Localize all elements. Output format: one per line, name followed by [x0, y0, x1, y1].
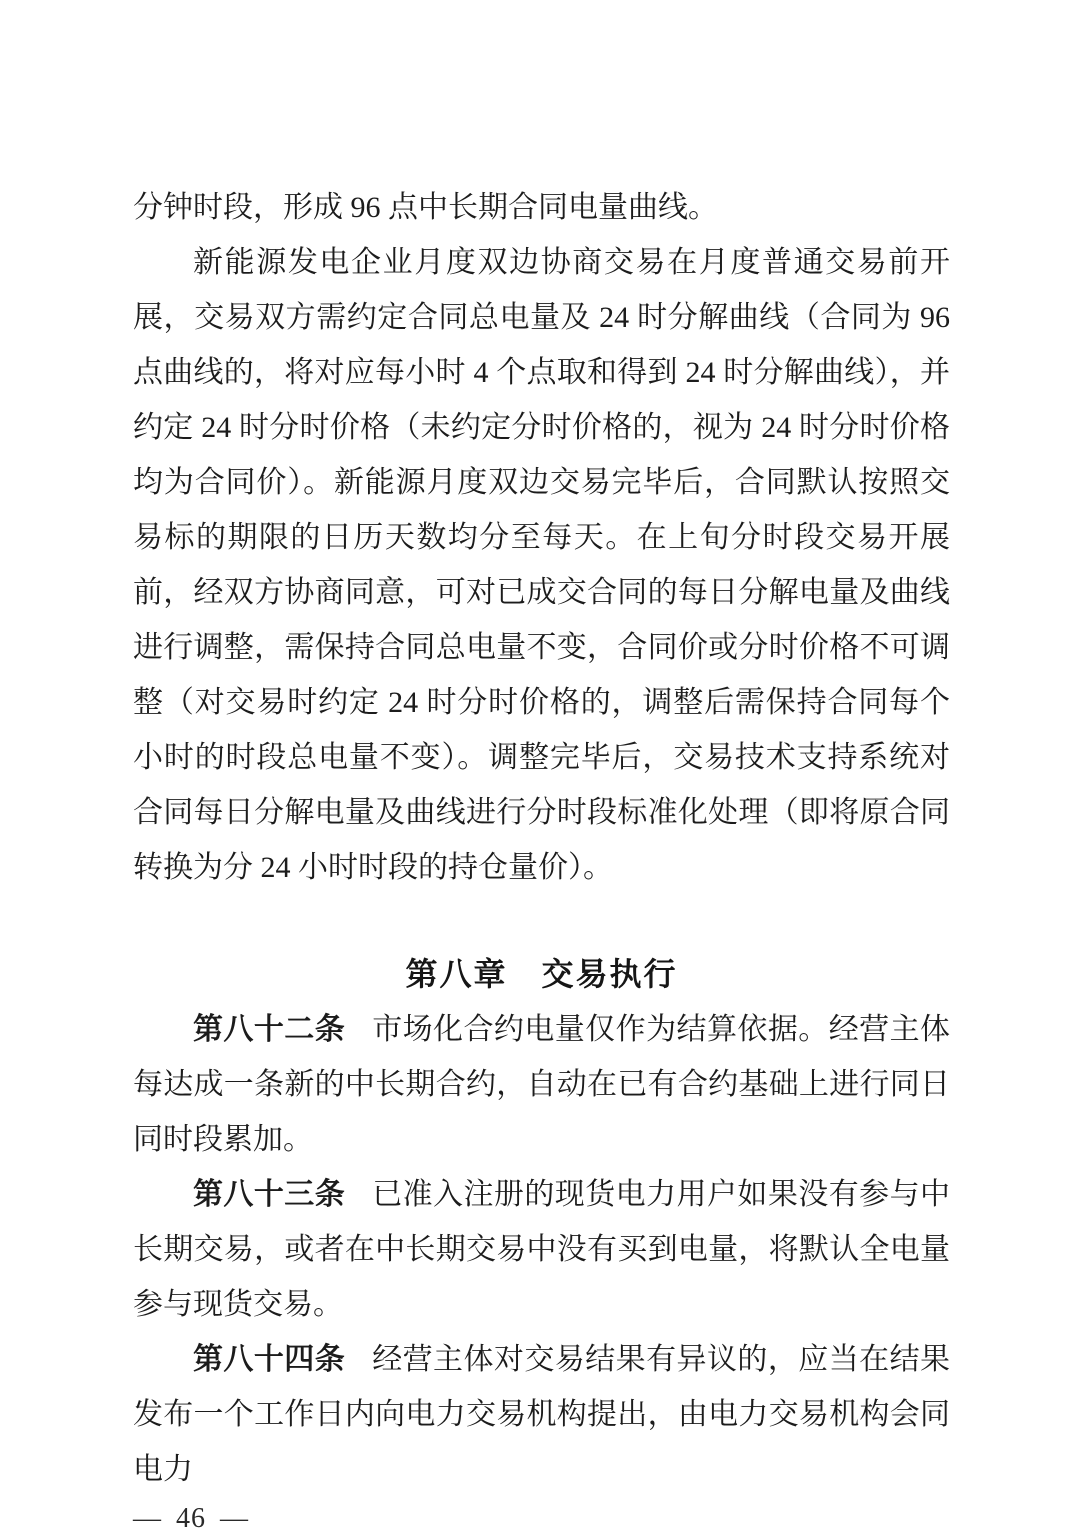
continuation-paragraph: 分钟时段，形成 96 点中长期合同电量曲线。	[133, 191, 718, 224]
article-83-label: 第八十三条	[193, 1178, 346, 1211]
footer-dash-right: —	[220, 1503, 249, 1534]
body-paragraph-new-energy: 新能源发电企业月度双边协商交易在月度普通交易前开展，交易双方需约定合同总电量及 24 时分解曲线（合同为 96 点曲线的，将对应每小时 4 个点取和得到 24 时分解曲线），并约定 24 时分时价格（未约定分时价格的，视为 24 时分时价格均为合同价）。新能源月度双边交易完毕后，合同默认按照交易标的期限的日历天数均分至每天。在上旬分时段交易开展前，经双方协商同意，可对已成交合同的每日分解电量及曲线进行调整，需保持合同总电量不变，合同价或分时价格不可调整（对交易时约定 24 时分时价格的，调整后需保持合同每个小时的时段总电量不变）。调整完毕后，交易技术支持系统对合同每日分解电量及曲线进行分时段标准化处理（即将原合同转换为分 24 小时时段的持仓量价）。	[133, 246, 950, 884]
page-number-footer	[133, 1499, 950, 1539]
footer-dash-left: —	[133, 1503, 162, 1534]
article-83-text: 已准入注册的现货电力用户如果没有参与中长期交易，或者在中长期交易中没有买到电量，将默认全电量参与现货交易。	[133, 1178, 951, 1321]
article-82-label: 第八十二条	[193, 1013, 346, 1046]
article-82-text: 市场化合约电量仅作为结算依据。经营主体每达成一条新的中长期合约，自动在已有合约基础上进行同日同时段累加。	[133, 1013, 951, 1156]
article-84-label: 第八十四条	[193, 1343, 346, 1376]
article-paragraph-84	[133, 1332, 950, 1497]
chapter-heading: 第八章 交易执行	[405, 956, 678, 992]
page-number: 46	[176, 1503, 206, 1534]
article-paragraph-82	[133, 1002, 950, 1167]
article-84-text: 经营主体对交易结果有异议的，应当在结果发布一个工作日内向电力交易机构提出，由电力交易机构会同电力	[133, 1343, 951, 1486]
article-paragraph-83	[133, 1167, 950, 1332]
